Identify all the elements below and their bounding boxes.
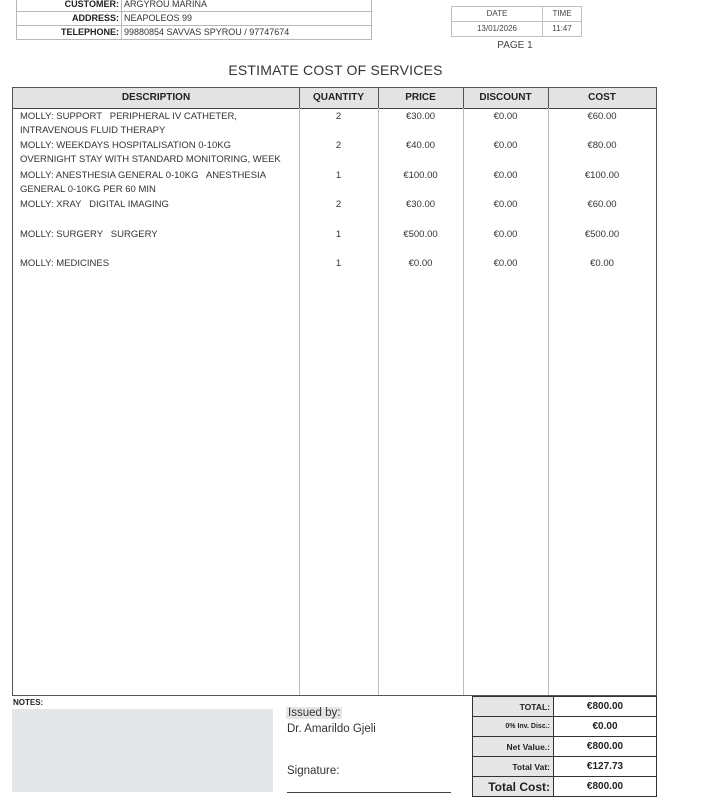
item-cost: €0.00	[590, 258, 614, 269]
header-divider	[378, 88, 379, 108]
signature-line	[287, 792, 451, 793]
table-header	[13, 88, 656, 109]
issuer-name: Dr. Amarildo Gjeli	[287, 723, 376, 735]
item-description-line1: MOLLY: MEDICINES	[20, 258, 110, 269]
address-value: NEAPOLEOS 99	[122, 12, 372, 26]
item-cost: €80.00	[587, 140, 617, 151]
item-discount: €0.00	[493, 258, 518, 269]
item-description-line2: INTRAVENOUS FLUID THERAPY	[20, 125, 166, 136]
item-description-line1: MOLLY: SURGERY SURGERY	[20, 229, 158, 240]
address-label: ADDRESS:	[17, 12, 122, 26]
item-discount: €0.00	[493, 170, 518, 181]
telephone-row	[17, 26, 372, 40]
item-description	[20, 198, 300, 212]
item-cost: €60.00	[587, 199, 617, 210]
total-label: TOTAL:	[473, 697, 554, 717]
total-vat-value: €127.73	[554, 757, 657, 777]
header-quantity: QUANTITY	[312, 92, 365, 103]
item-cost: €500.00	[584, 229, 620, 240]
invoice-discount-row	[473, 717, 657, 737]
total-vat-label: Total Vat:	[473, 757, 554, 777]
net-value-label: Net Value.:	[473, 737, 554, 757]
item-discount: €0.00	[493, 199, 518, 210]
total-row	[473, 697, 657, 717]
item-price: €40.00	[405, 140, 436, 151]
item-price: €30.00	[405, 111, 436, 122]
item-price: €500.00	[403, 229, 438, 240]
notes-label: NOTES:	[13, 698, 44, 707]
item-description	[20, 139, 300, 167]
item-description-line1: MOLLY: ANESTHESIA GENERAL 0-10KG ANESTHESIA	[20, 170, 267, 181]
customer-label: CUSTOMER:	[17, 0, 122, 12]
total-value: €800.00	[554, 697, 657, 717]
item-quantity: 2	[335, 199, 342, 210]
item-description-line1: MOLLY: XRAY DIGITAL IMAGING	[20, 199, 169, 210]
item-description-line2: OVERNIGHT STAY WITH STANDARD MONITORING, WEEK	[20, 154, 281, 165]
item-quantity: 1	[335, 170, 342, 181]
header-cost: COST	[588, 92, 616, 103]
invoice-discount-label: 0% Inv. Disc.:	[473, 717, 554, 737]
date-time-table	[451, 6, 582, 37]
header-divider	[299, 88, 300, 108]
total-cost-row	[473, 777, 657, 797]
item-description	[20, 228, 300, 242]
customer-value: ARGYROU MARINA	[122, 0, 372, 12]
total-cost-label: Total Cost:	[473, 777, 554, 797]
item-price: €100.00	[403, 170, 438, 181]
item-description	[20, 110, 300, 138]
time-label: TIME	[543, 7, 582, 22]
item-quantity: 1	[335, 229, 342, 240]
services-table	[12, 87, 657, 696]
customer-info-table	[16, 0, 372, 40]
notes-box	[12, 709, 273, 792]
time-value: 11:47	[543, 22, 582, 37]
item-cost: €60.00	[587, 111, 617, 122]
total-vat-row	[473, 757, 657, 777]
header-divider	[548, 88, 549, 108]
telephone-value: 99880854 SAVVAS SPYROU / 97747674	[122, 26, 372, 40]
date-label: DATE	[452, 7, 543, 22]
item-price: €0.00	[408, 258, 433, 269]
header-price: PRICE	[405, 92, 436, 103]
item-discount: €0.00	[493, 229, 518, 240]
issued-by-label: Issued by:	[288, 707, 341, 719]
document-title: ESTIMATE COST OF SERVICES	[228, 62, 443, 78]
date-value: 13/01/2026	[452, 22, 543, 37]
item-description	[20, 257, 300, 271]
page-number: PAGE 1	[497, 40, 533, 51]
item-discount: €0.00	[493, 140, 518, 151]
item-cost: €100.00	[584, 170, 620, 181]
totals-table	[472, 696, 657, 797]
item-price: €30.00	[405, 199, 436, 210]
item-quantity: 1	[335, 258, 342, 269]
total-cost-value: €800.00	[554, 777, 657, 797]
item-discount: €0.00	[493, 111, 518, 122]
item-quantity: 2	[335, 111, 342, 122]
item-description-line1: MOLLY: WEEKDAYS HOSPITALISATION 0-10KG	[20, 140, 231, 151]
net-value-value: €800.00	[554, 737, 657, 757]
item-description-line1: MOLLY: SUPPORT PERIPHERAL IV CATHETER,	[20, 111, 237, 122]
customer-row	[17, 0, 372, 12]
signature-label: Signature:	[287, 765, 340, 777]
header-discount: DISCOUNT	[479, 92, 532, 103]
invoice-discount-value: €0.00	[554, 717, 657, 737]
header-description: DESCRIPTION	[121, 92, 191, 103]
address-row	[17, 12, 372, 26]
telephone-label: TELEPHONE:	[17, 26, 122, 40]
item-description	[20, 169, 300, 197]
item-description-line2: GENERAL 0-10KG PER 60 MIN	[20, 184, 156, 195]
item-quantity: 2	[335, 140, 342, 151]
net-value-row	[473, 737, 657, 757]
header-divider	[463, 88, 464, 108]
